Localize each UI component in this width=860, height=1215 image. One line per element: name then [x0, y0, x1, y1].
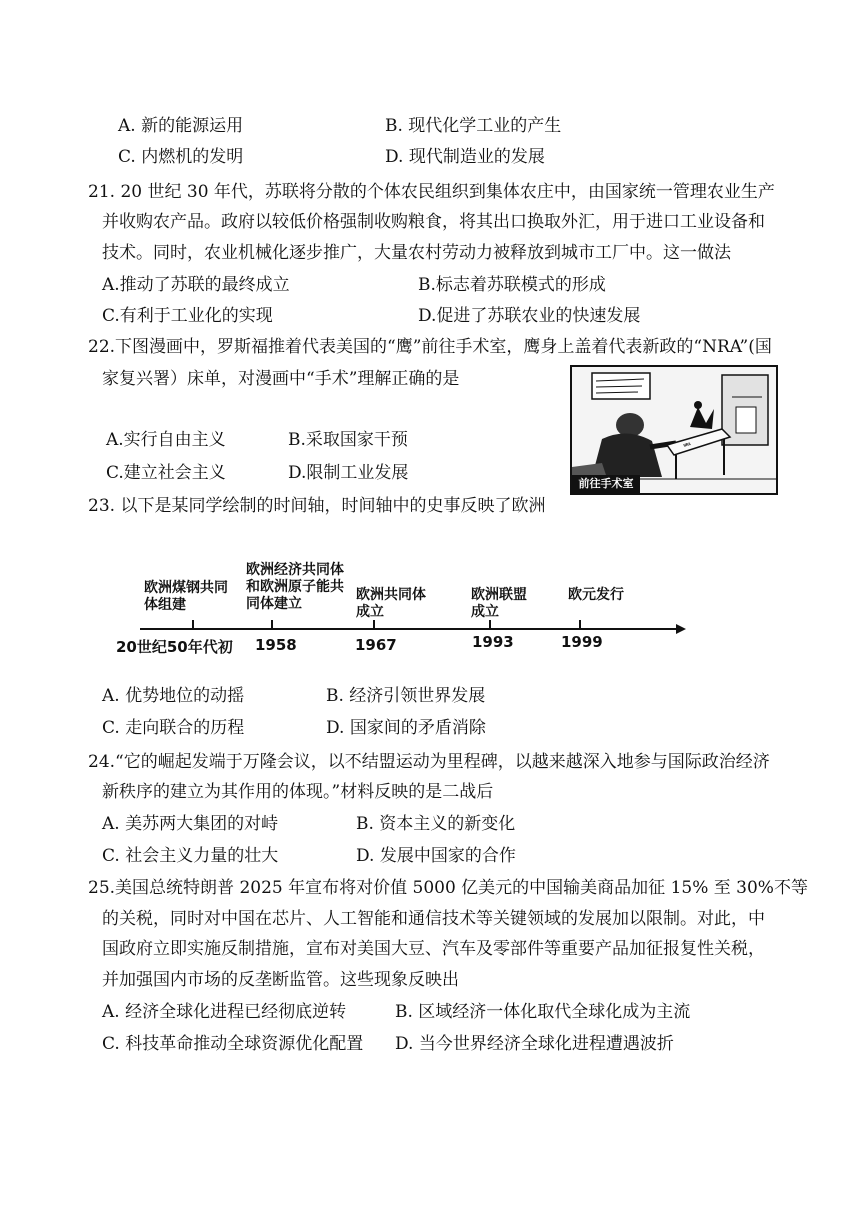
q21-option-b: B.标志着苏联模式的形成	[418, 275, 606, 295]
q25-option-d: D. 当今世界经济全球化进程遭遇波折	[395, 1034, 674, 1054]
roosevelt-nra-cartoon	[570, 365, 778, 495]
roosevelt-head	[616, 413, 644, 437]
q25-option-b: B. 区域经济一体化取代全球化成为主流	[395, 1002, 691, 1022]
q25-stem-line-4: 并加强国内市场的反垄断监管。这些现象反映出	[102, 970, 459, 990]
q21-option-c: C.有利于工业化的实现	[102, 306, 273, 326]
q20-option-a: A. 新的能源运用	[118, 116, 244, 136]
stretcher-sheet	[667, 429, 730, 455]
q23-option-a: A. 优势地位的动摇	[102, 686, 245, 706]
q20-option-c: C. 内燃机的发明	[118, 147, 244, 167]
q25-stem-line-3: 国政府立即实施反制措施，宣布对美国大豆、汽车及零部件等重要产品加征报复性关税，	[102, 939, 765, 959]
q22-stem-line-2: 家复兴署）床单，对漫画中“手术”理解正确的是	[102, 369, 460, 389]
timeline-year-5: 1999	[561, 633, 603, 651]
timeline-year-3: 1967	[355, 636, 397, 654]
q21-stem-line-2: 并收购农产品。政府以较低价格强制收购粮食，将其出口换取外汇，用于进口工业设备和	[102, 212, 765, 232]
timeline-year-2: 1958	[255, 636, 297, 654]
q22-option-b: B.采取国家干预	[288, 430, 408, 450]
timeline-event-4: 欧洲联盟成立	[471, 587, 527, 620]
q24-stem-line-2: 新秩序的建立为其作用的体现。”材料反映的是二战后	[102, 782, 494, 802]
q20-option-d: D. 现代制造业的发展	[385, 147, 545, 167]
q21-stem-line-3: 技术。同时，农业机械化逐步推广，大量农村劳动力被释放到城市工厂中。这一做法	[102, 243, 731, 263]
q23-option-d: D. 国家间的矛盾消除	[326, 718, 486, 738]
q25-option-a: A. 经济全球化进程已经彻底逆转	[102, 1002, 347, 1022]
q22-option-d: D.限制工业发展	[288, 463, 409, 483]
q22-stem-line-1: 22.下图漫画中，罗斯福推着代表美国的“鹰”前往手术室，鹰身上盖着代表新政的“NRA”(国	[88, 337, 772, 357]
eagle	[690, 407, 714, 429]
nra-sheet-label: NRA	[682, 441, 692, 448]
q24-option-c: C. 社会主义力量的壮大	[102, 846, 279, 866]
timeline-event-1: 欧洲煤钢共同体组建	[144, 580, 228, 613]
q23-option-c: C. 走向联合的历程	[102, 718, 245, 738]
timeline-event-5: 欧元发行	[568, 587, 624, 603]
q21-option-a: A.推动了苏联的最终成立	[102, 275, 290, 295]
timeline-arrow	[676, 624, 686, 634]
q21-option-d: D.促进了苏联农业的快速发展	[418, 306, 641, 326]
q24-option-d: D. 发展中国家的合作	[356, 846, 516, 866]
q24-option-a: A. 美苏两大集团的对峙	[102, 814, 279, 834]
q25-option-c: C. 科技革命推动全球资源优化配置	[102, 1034, 364, 1054]
q23-option-b: B. 经济引领世界发展	[326, 686, 486, 706]
q22-option-c: C.建立社会主义	[106, 463, 226, 483]
q25-stem-line-2: 的关税，同时对中国在芯片、人工智能和通信技术等关键领域的发展加以限制。对此，中	[102, 909, 765, 929]
timeline-year-1: 20世纪50年代初	[116, 638, 233, 656]
q22-option-a: A.实行自由主义	[106, 430, 226, 450]
timeline-event-2: 欧洲经济共同体和欧洲原子能共同体建立	[246, 562, 344, 612]
q24-option-b: B. 资本主义的新变化	[356, 814, 516, 834]
timeline-year-4: 1993	[472, 633, 514, 651]
q25-stem-line-1: 25.美国总统特朗普 2025 年宣布将对价值 5000 亿美元的中国输美商品加征 15% 至 30%不等	[88, 878, 808, 898]
timeline-event-3: 欧洲共同体成立	[356, 587, 426, 620]
q21-stem-line-1: 21. 20 世纪 30 年代，苏联将分散的个体农民组织到集体农庄中，由国家统一管理农业生产	[88, 182, 775, 202]
q23-stem: 23. 以下是某同学绘制的时间轴，时间轴中的史事反映了欧洲	[88, 496, 546, 516]
q20-option-b: B. 现代化学工业的产生	[385, 116, 562, 136]
q24-stem-line-1: 24.“它的崛起发端于万隆会议，以不结盟运动为里程碑，以越来越深入地参与国际政治经济	[88, 752, 770, 772]
cartoon-caption: 前往手术室	[572, 475, 640, 493]
